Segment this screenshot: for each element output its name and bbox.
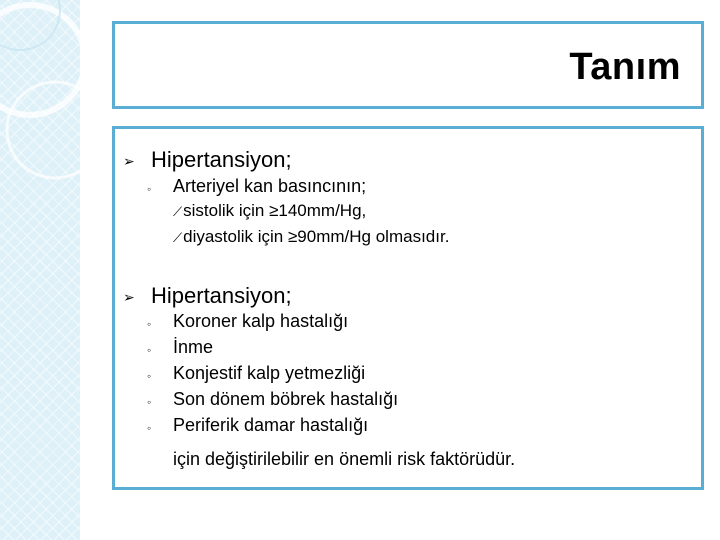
section1-sub: Arteriyel kan basıncının; [173, 176, 367, 196]
title-box [112, 21, 704, 109]
list-item: Konjestif kalp yetmezliği [173, 363, 366, 383]
nested-bullet-icon: ⟋ [173, 230, 183, 245]
ring-bullet-icon: ◦ [147, 343, 152, 357]
arrow-bullet-icon: ➢ [123, 289, 135, 305]
list-item: Koroner kalp hastalığı [173, 311, 349, 331]
decorative-side-band [0, 0, 80, 540]
slide-title: Tanım [569, 46, 681, 88]
list-item: İnme [173, 337, 214, 357]
section2-footer: için değiştirilebilir en önemli risk faktörüdür. [173, 449, 516, 469]
nested-bullet-icon: ⟋ [173, 204, 183, 219]
list-item: ⟋sistolik için ≥140mm/Hg, [173, 201, 367, 220]
section2-heading: Hipertansiyon; [151, 283, 292, 308]
list-item: Periferik damar hastalığı [173, 415, 369, 435]
decorative-circles [0, 0, 80, 540]
ring-bullet-icon: ◦ [147, 369, 152, 383]
list-item: Son dönem böbrek hastalığı [173, 389, 399, 409]
content-box [112, 126, 704, 490]
ring-bullet-icon: ◦ [147, 395, 152, 409]
list-item: ⟋diyastolik için ≥90mm/Hg olmasıdır. [173, 227, 450, 246]
section1-heading: Hipertansiyon; [151, 147, 292, 172]
ring-bullet-icon: ◦ [147, 182, 152, 196]
ring-bullet-icon: ◦ [147, 317, 152, 331]
ring-bullet-icon: ◦ [147, 421, 152, 435]
arrow-bullet-icon: ➢ [123, 153, 135, 169]
